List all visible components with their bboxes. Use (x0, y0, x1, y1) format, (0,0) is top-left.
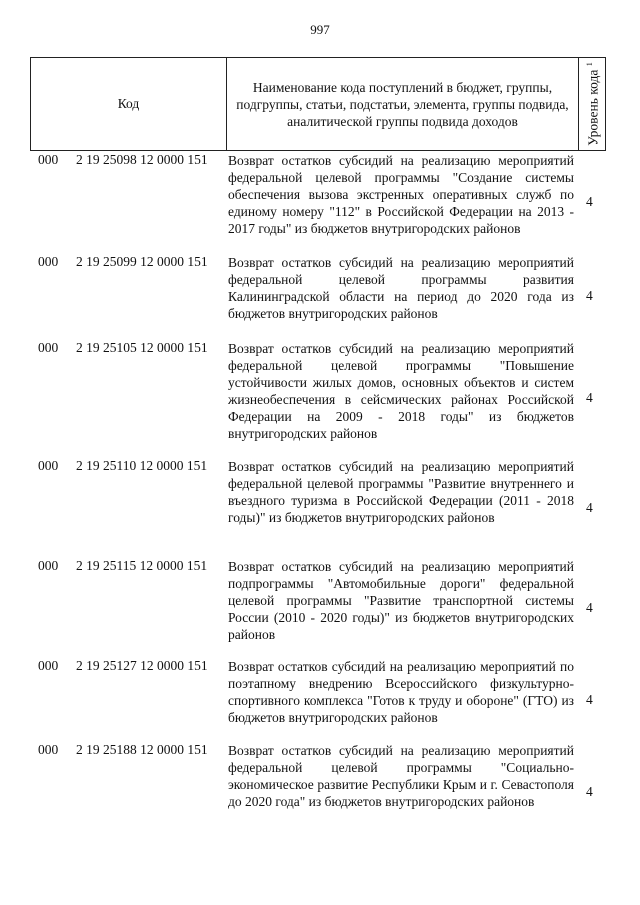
revenue-code: 2 19 25188 12 0000 151 (76, 742, 208, 757)
header-name: Наименование кода поступлений в бюджет, группы, подгруппы, статьи, подстатьи, элемента, группы подвида, аналитической группы подвида доходов (227, 58, 579, 150)
header-level-footnote: 1 (584, 62, 594, 67)
revenue-code: 2 19 25115 12 0000 151 (76, 558, 208, 573)
admin-code: 000 (38, 254, 59, 269)
revenue-name: Возврат остатков субсидий на реализацию мероприятий подпрограммы "Автомобильные дороги" федеральной целевой программы "Развитие транспортной системы России (2010 - 2020 годы)" из бюджетов внутригородских районов (228, 559, 574, 642)
code-level: 4 (586, 390, 593, 405)
admin-code: 000 (38, 458, 59, 473)
revenue-code: 2 19 25099 12 0000 151 (76, 254, 208, 269)
table-row (30, 658, 606, 742)
table-row (30, 742, 606, 842)
admin-code: 000 (38, 340, 59, 355)
code-level: 4 (586, 600, 593, 615)
revenue-code: 2 19 25098 12 0000 151 (76, 152, 208, 167)
admin-code: 000 (38, 658, 59, 673)
admin-code: 000 (38, 152, 59, 167)
revenue-name: Возврат остатков субсидий на реализацию мероприятий федеральной целевой программы "Социально-экономическое развитие Республики Крым и г. Севастополя до 2020 года" из бюджетов внутригородских районов (228, 743, 574, 809)
admin-code: 000 (38, 558, 59, 573)
table-row (30, 458, 606, 558)
code-level: 4 (586, 692, 593, 707)
admin-code: 000 (38, 742, 59, 757)
revenue-name: Возврат остатков субсидий на реализацию мероприятий федеральной целевой программы развития Калининградской области на период до 2020 года из бюджетов внутригородских районов (228, 255, 574, 321)
table-row (30, 558, 606, 658)
revenue-name: Возврат остатков субсидий на реализацию мероприятий по поэтапному внедрению Всероссийского физкультурно-спортивного комплекса "Готов к труду и обороне" (ГТО) из бюджетов внутригородских районов (228, 659, 574, 725)
table-row (30, 254, 606, 340)
revenue-name: Возврат остатков субсидий на реализацию мероприятий федеральной целевой программы "Повышение устойчивости жилых домов, основных объектов и систем жизнеобеспечения в сейсмических районах Российской Федерации на 2009 - 2018 годы" из бюджетов внутригородских районов (228, 341, 574, 441)
revenue-code: 2 19 25127 12 0000 151 (76, 658, 208, 673)
code-level: 4 (586, 784, 593, 799)
header-code: Код (31, 58, 227, 150)
header-level-label: Уровень кода (585, 69, 601, 146)
table-row (30, 340, 606, 458)
table-row (30, 152, 606, 254)
revenue-name: Возврат остатков субсидий на реализацию мероприятий федеральной целевой программы "Создание системы обеспечения вызова экстренных оперативных служб по единому номеру "112" в Российской Федерации на 2013 - 2017 годы" из бюджетов внутригородских районов (228, 153, 574, 236)
revenue-code: 2 19 25110 12 0000 151 (76, 458, 208, 473)
table-header (30, 57, 606, 151)
code-level: 4 (586, 500, 593, 515)
code-level: 4 (586, 288, 593, 303)
header-level (579, 58, 607, 150)
revenue-name: Возврат остатков субсидий на реализацию мероприятий федеральной целевой программы "Развитие внутреннего и въездного туризма в Российской Федерации (2011 - 2018 годы)" из бюджетов внутригородских районов (228, 459, 574, 525)
code-level: 4 (586, 194, 593, 209)
revenue-code: 2 19 25105 12 0000 151 (76, 340, 208, 355)
table-body (30, 152, 606, 842)
page-number: 997 (310, 22, 330, 37)
